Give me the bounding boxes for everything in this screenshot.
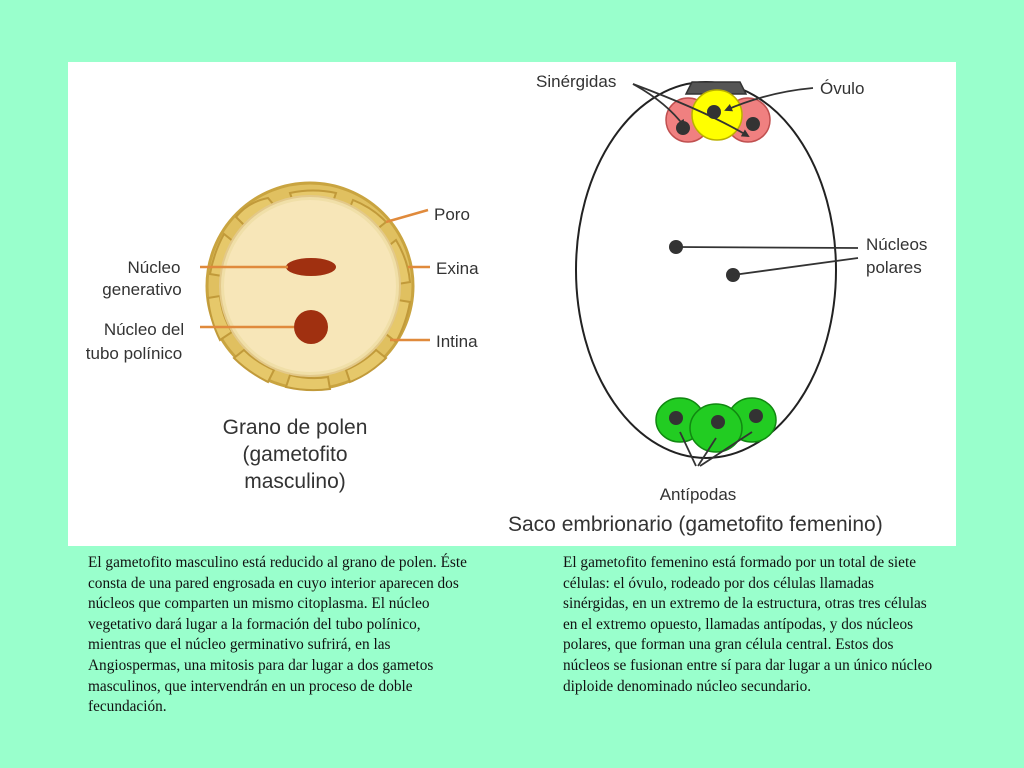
embryo-sac-outline: [576, 82, 836, 458]
label-nucleo-tubo-2: tubo polínico: [85, 344, 183, 363]
diagram-svg: [68, 62, 956, 546]
tube-nucleus: [294, 310, 328, 344]
label-nucleo-generativo-1: Núcleo: [127, 258, 181, 277]
synergid-left-nucleus: [676, 121, 690, 135]
label-nucleo-generativo-2: generativo: [102, 280, 182, 299]
label-nucleo-tubo-1: Núcleo del: [103, 320, 185, 339]
antipodal-middle-nucleus: [711, 415, 725, 429]
label-poro: Poro: [434, 205, 470, 224]
synergid-right-nucleus: [746, 117, 760, 131]
antipodal-left-nucleus: [669, 411, 683, 425]
pollen-title-2: (gametofito: [242, 443, 348, 466]
caption-male-gametophyte: El gametofito masculino está reducido al grano de polen. Éste consta de una pared engrosada en cuyo interior aparecen dos núcleos que comparten un mismo citoplasma. El núcleo vegetativo dará lugar a la formación del tubo polínico, mientras que el núcleo germinativo sufrirá, en las Angiospermas, una mitosis para dar lugar a dos gametos masculinos, que intervendrán en un proceso de doble fecundación.: [88, 554, 467, 716]
antipodal-right-nucleus: [749, 409, 763, 423]
label-nucleos-polares-2: polares: [866, 258, 922, 277]
pollen-grain: [86, 183, 479, 493]
generative-nucleus: [286, 258, 336, 276]
embryo-sac: [508, 72, 927, 536]
pollen-title-3: masculino): [244, 470, 346, 493]
pollen-cytoplasm: [224, 200, 396, 372]
label-antipodas: Antípodas: [659, 485, 737, 504]
label-sinergidas: Sinérgidas: [536, 72, 617, 91]
label-intina: Intina: [436, 332, 478, 351]
label-exina: Exina: [436, 259, 479, 278]
pollen-title-1: Grano de polen: [222, 416, 368, 439]
embryo-sac-title: Saco embrionario (gametofito femenino): [508, 513, 883, 536]
diagram-figure: [68, 62, 956, 546]
label-nucleos-polares-1: Núcleos: [866, 235, 928, 254]
label-ovulo: Óvulo: [820, 79, 865, 98]
caption-female-gametophyte: El gametofito femenino está formado por un total de siete células: el óvulo, rodeado por dos células llamadas sinérgidas, en un extremo de la estructura, otras tres células en el extremo opuesto, llamadas antípodas, y dos núcleos polares, que forman una gran célula central. Estos dos núcleos se fusionan entre sí para dar lugar a un único núcleo diploide denominado núcleo secundario.: [563, 554, 933, 695]
